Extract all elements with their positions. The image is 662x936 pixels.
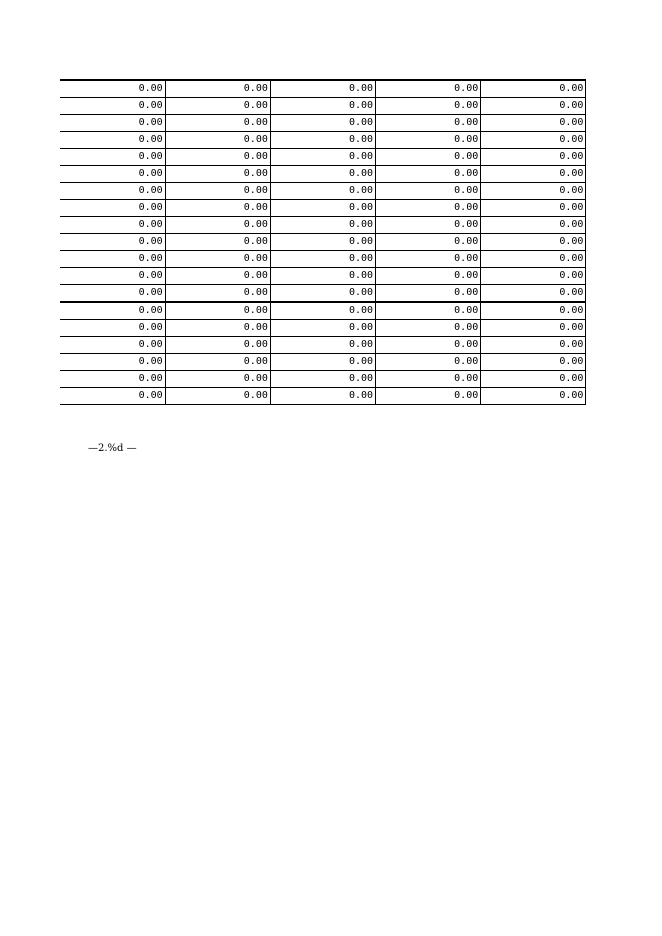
table-cell: 0.00 <box>481 388 586 405</box>
table-row <box>60 320 586 337</box>
table-cell: 0.00 <box>376 354 481 371</box>
table-row <box>60 200 586 217</box>
table-cell: 0.00 <box>60 285 165 303</box>
table-cell: 0.00 <box>270 371 375 388</box>
table-cell: 0.00 <box>165 354 270 371</box>
table-cell: 0.00 <box>165 217 270 234</box>
table-cell: 0.00 <box>270 337 375 354</box>
table-row <box>60 183 586 200</box>
data-table-body <box>60 80 586 405</box>
table-cell: 0.00 <box>60 166 165 183</box>
table-cell: 0.00 <box>60 183 165 200</box>
table-cell: 0.00 <box>60 200 165 217</box>
table-cell: 0.00 <box>481 98 586 115</box>
table-cell: 0.00 <box>376 337 481 354</box>
table-cell: 0.00 <box>376 320 481 337</box>
table-cell: 0.00 <box>376 80 481 98</box>
table-cell: 0.00 <box>481 166 586 183</box>
table-cell: 0.00 <box>481 285 586 303</box>
table-cell: 0.00 <box>60 132 165 149</box>
table-row <box>60 166 586 183</box>
table-cell: 0.00 <box>270 320 375 337</box>
table-cell: 0.00 <box>270 302 375 320</box>
table-cell: 0.00 <box>165 251 270 268</box>
table-cell: 0.00 <box>270 354 375 371</box>
table-cell: 0.00 <box>270 234 375 251</box>
table-row <box>60 217 586 234</box>
table-cell: 0.00 <box>481 268 586 285</box>
table-cell: 0.00 <box>60 80 165 98</box>
table-cell: 0.00 <box>481 337 586 354</box>
table-cell: 0.00 <box>481 354 586 371</box>
table-cell: 0.00 <box>376 388 481 405</box>
table-cell: 0.00 <box>60 371 165 388</box>
table-row <box>60 268 586 285</box>
table-row <box>60 149 586 166</box>
table-cell: 0.00 <box>376 302 481 320</box>
table-cell: 0.00 <box>376 268 481 285</box>
table-cell: 0.00 <box>165 371 270 388</box>
table-row <box>60 98 586 115</box>
table-row <box>60 337 586 354</box>
table-cell: 0.00 <box>60 217 165 234</box>
table-cell: 0.00 <box>376 371 481 388</box>
table-row <box>60 285 586 303</box>
table-row <box>60 251 586 268</box>
table-cell: 0.00 <box>376 115 481 132</box>
table-cell: 0.00 <box>165 234 270 251</box>
table-cell: 0.00 <box>165 166 270 183</box>
table-cell: 0.00 <box>376 183 481 200</box>
table-row <box>60 80 586 98</box>
table-cell: 0.00 <box>60 115 165 132</box>
table-row <box>60 371 586 388</box>
table-cell: 0.00 <box>60 337 165 354</box>
table-cell: 0.00 <box>165 320 270 337</box>
table-cell: 0.00 <box>60 234 165 251</box>
table-cell: 0.00 <box>165 183 270 200</box>
table-cell: 0.00 <box>60 268 165 285</box>
table-cell: 0.00 <box>270 149 375 166</box>
table-cell: 0.00 <box>376 217 481 234</box>
table-cell: 0.00 <box>270 388 375 405</box>
table-cell: 0.00 <box>481 234 586 251</box>
table-cell: 0.00 <box>60 320 165 337</box>
table-cell: 0.00 <box>270 166 375 183</box>
table-cell: 0.00 <box>481 183 586 200</box>
table-cell: 0.00 <box>376 98 481 115</box>
table-row <box>60 302 586 320</box>
table-cell: 0.00 <box>270 200 375 217</box>
table-cell: 0.00 <box>270 98 375 115</box>
table-cell: 0.00 <box>270 268 375 285</box>
table-cell: 0.00 <box>376 132 481 149</box>
table-cell: 0.00 <box>270 115 375 132</box>
table-cell: 0.00 <box>165 115 270 132</box>
table-cell: 0.00 <box>376 285 481 303</box>
table-row <box>60 132 586 149</box>
table-cell: 0.00 <box>270 251 375 268</box>
table-cell: 0.00 <box>376 251 481 268</box>
table-cell: 0.00 <box>270 285 375 303</box>
table-row <box>60 115 586 132</box>
table-cell: 0.00 <box>165 302 270 320</box>
table-cell: 0.00 <box>376 200 481 217</box>
table-cell: 0.00 <box>481 320 586 337</box>
table-cell: 0.00 <box>60 302 165 320</box>
table-cell: 0.00 <box>481 115 586 132</box>
table-row <box>60 234 586 251</box>
table-cell: 0.00 <box>270 217 375 234</box>
table-row <box>60 388 586 405</box>
table-cell: 0.00 <box>165 337 270 354</box>
table-cell: 0.00 <box>165 80 270 98</box>
table-cell: 0.00 <box>60 98 165 115</box>
table-cell: 0.00 <box>376 166 481 183</box>
table-cell: 0.00 <box>60 388 165 405</box>
table-row <box>60 354 586 371</box>
table-cell: 0.00 <box>481 149 586 166</box>
table-cell: 0.00 <box>270 80 375 98</box>
table-cell: 0.00 <box>481 80 586 98</box>
table-cell: 0.00 <box>376 149 481 166</box>
page-number-marker: —2.%d — <box>88 443 137 454</box>
table-cell: 0.00 <box>481 251 586 268</box>
table-cell: 0.00 <box>165 200 270 217</box>
data-table <box>60 79 586 405</box>
table-cell: 0.00 <box>60 149 165 166</box>
table-cell: 0.00 <box>60 251 165 268</box>
table-cell: 0.00 <box>481 200 586 217</box>
table-cell: 0.00 <box>270 183 375 200</box>
table-cell: 0.00 <box>165 268 270 285</box>
table-cell: 0.00 <box>481 371 586 388</box>
table-cell: 0.00 <box>165 149 270 166</box>
table-cell: 0.00 <box>481 302 586 320</box>
table-cell: 0.00 <box>165 388 270 405</box>
table-cell: 0.00 <box>270 132 375 149</box>
table-cell: 0.00 <box>165 285 270 303</box>
table-cell: 0.00 <box>60 354 165 371</box>
table-cell: 0.00 <box>481 217 586 234</box>
table-cell: 0.00 <box>376 234 481 251</box>
table-cell: 0.00 <box>481 132 586 149</box>
table-cell: 0.00 <box>165 132 270 149</box>
table-cell: 0.00 <box>165 98 270 115</box>
